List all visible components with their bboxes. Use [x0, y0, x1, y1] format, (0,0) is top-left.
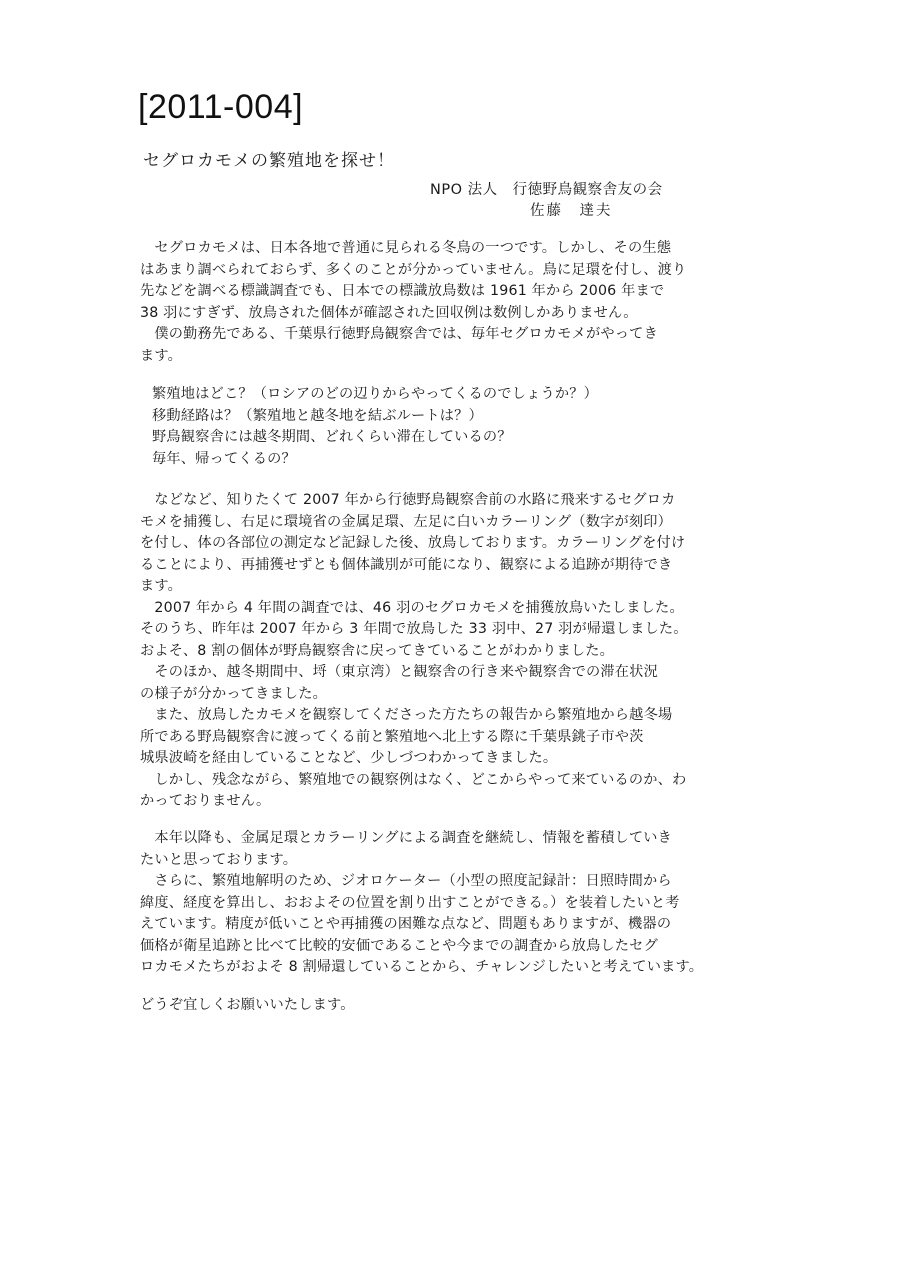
text-line: たいと思っております。	[140, 851, 298, 868]
question-item: 繁殖地はどこ？（ロシアのどの辺りからやってくるのでしょうか？）	[152, 386, 599, 402]
text-line: そのほか、越冬期間中、埒（東京湾）と観察舎の行き来や観察舎での滞在状況	[140, 664, 658, 680]
text-line: 先などを調べる標識調査でも、日本での標識放鳥数は 1961 年から 2006 年まで	[140, 283, 665, 299]
closing-remark	[140, 995, 760, 1017]
text-line: えています。精度が低いことや再捕獲の困難な点など、問題もありますが、機器の	[140, 916, 672, 932]
question-item: 毎年、帰ってくるの？	[152, 450, 296, 467]
document-id: [2011-004]	[138, 88, 304, 126]
text-line: およそ、8 割の個体が野鳥観察舎に戻ってきていることがわかりました。	[140, 642, 615, 659]
closing-line: どうぞ宜しくお願いいたします。	[140, 997, 355, 1013]
author-affiliation: NPO 法人 行徳野鳥観察舎友の会	[430, 182, 663, 198]
findings-paragraph	[140, 490, 760, 813]
text-line: しかし、残念ながら、繁殖地での観察例はなく、どこからやって来ているのか、わ	[140, 771, 687, 788]
text-line: 僕の勤務先である、千葉県行徳野鳥観察舎では、毎年セグロカモメがやってき	[140, 326, 658, 342]
text-line: さらに、繁殖地解明のため、ジオロケーター（小型の照度記録計：日照時間から	[140, 873, 672, 889]
text-line: 2007 年から 4 年間の調査では、46 羽のセグロカモメを捕獲放鳥いたしました。	[140, 599, 684, 616]
question-list	[152, 384, 772, 470]
text-line: 本年以降も、金属足環とカラーリングによる調査を継続し、情報を蓄積していき	[140, 830, 673, 846]
text-line: ます。	[140, 347, 183, 364]
text-line: などなど、知りたくて 2007 年から行徳野鳥観察舎前の水路に飛来するセグロカ	[140, 492, 676, 508]
text-line: ロカモメたちがおよそ 8 割帰還していることから、チャレンジしたいと考えています。	[140, 959, 704, 975]
text-line: を付し、体の各部位の測定など記録した後、放鳥しております。カラーリングを付け	[140, 535, 686, 551]
text-line: ます。	[140, 578, 183, 594]
text-line: 城県波崎を経由していることなど、少しづつわかってきました。	[140, 750, 558, 766]
text-line: の様子が分かってきました。	[140, 685, 328, 702]
text-line: セグロカモメは、日本各地で普通に見られる冬鳥の一つです。しかし、その生態	[140, 240, 672, 256]
plan-paragraph	[140, 828, 760, 979]
document-title: セグロカモメの繁殖地を探せ！	[143, 151, 395, 171]
intro-paragraph	[140, 238, 760, 367]
text-line: モメを捕獲し、右足に環境省の金属足環、左足に白いカラーリング（数字が刻印）	[140, 513, 673, 530]
author-name: 佐藤 達夫	[530, 203, 613, 219]
text-line: そのうち、昨年は 2007 年から 3 年間で放鳥した 33 羽中、27 羽が帰還しました。	[140, 621, 688, 637]
text-line: 緯度、経度を算出し、おおよその位置を割り出すことができる。）を装着したいと考	[140, 894, 680, 911]
text-line: はあまり調べられておらず、多くのことが分かっていません。鳥に足環を付し、渡り	[140, 261, 687, 278]
text-line: かっておりません。	[140, 793, 271, 809]
question-item: 移動経路は？（繁殖地と越冬地を結ぶルートは？）	[152, 407, 483, 424]
text-line: 38 羽にすぎず、放鳥された個体が確認された回収例は数例しかありません。	[140, 304, 638, 321]
text-line: また、放鳥したカモメを観察してくださった方たちの報告から繁殖地から越冬場	[140, 707, 673, 723]
question-item: 野鳥観察舎には越冬期間、どれくらい滞在しているの？	[152, 429, 512, 445]
text-line: 所である野鳥観察舎に渡ってくる前と繁殖地へ北上する際に千葉県銚子市や茨	[140, 728, 644, 745]
text-line: ることにより、再捕獲せずとも個体識別が可能になり、観察による追跡が期待でき	[140, 556, 673, 573]
text-line: 価格が衛星追跡と比べて比較的安価であることや今までの調査から放鳥したセグ	[140, 937, 658, 954]
